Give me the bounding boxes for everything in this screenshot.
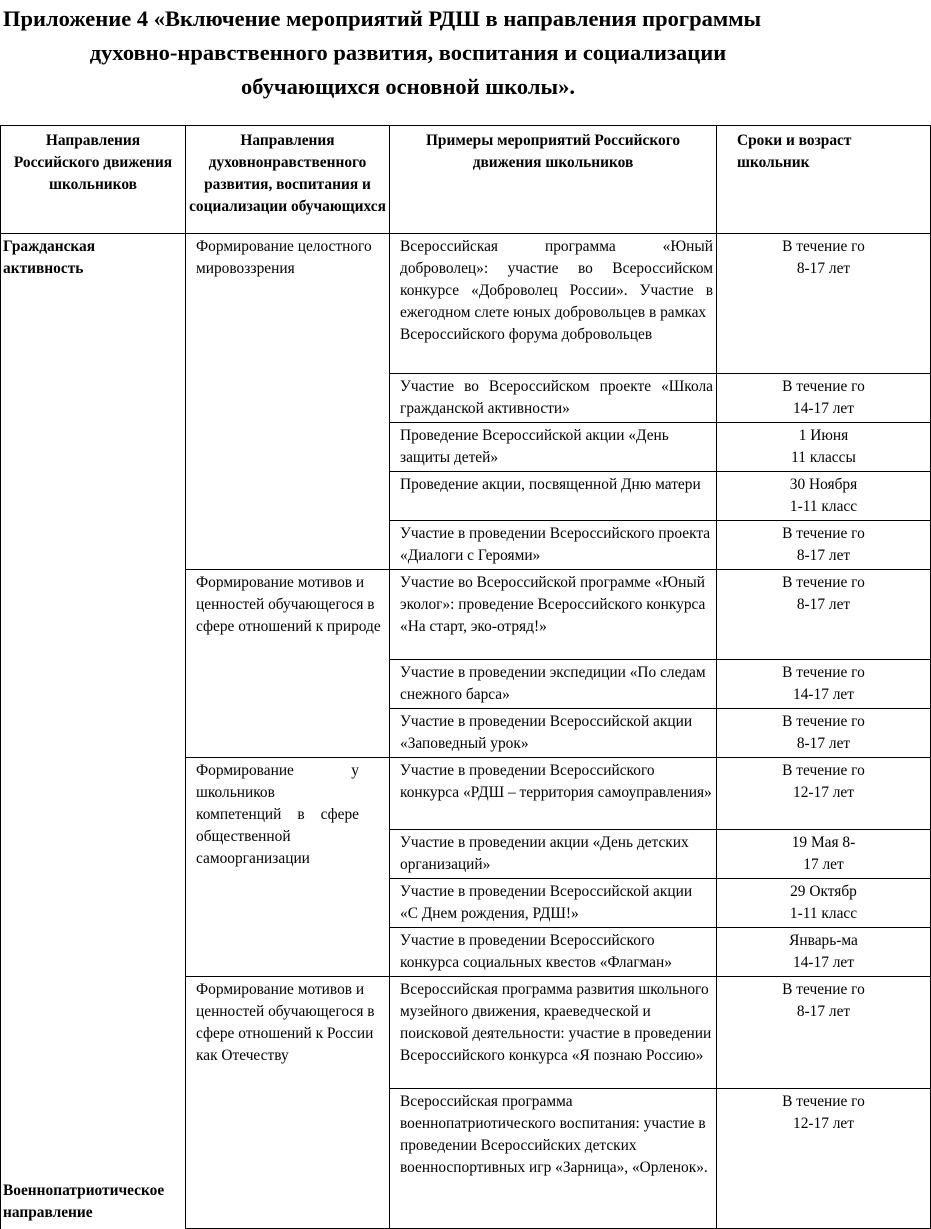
title-line-2: духовно-нравственного развития, воспитания и социализации bbox=[89, 40, 727, 65]
event-cell: Всероссийская программа военнопатриотического воспитания: участие в проведении Всероссийских детских военноспортивных игр «Зарница», «Орленок». bbox=[390, 1089, 717, 1229]
event-cell: Участие в проведении экспедиции «По следам снежного барса» bbox=[390, 660, 717, 709]
header-rdsh-directions: Направления Российского движения школьников bbox=[1, 126, 186, 234]
event-cell: Участие в проведении Всероссийского конкурса социальных квестов «Флагман» bbox=[390, 928, 717, 977]
event-cell: Всероссийская программа развития школьного музейного движения, краеведческой и поисковой деятельности: участие в проведении Всероссийского конкурса «Я познаю Россию» bbox=[390, 977, 717, 1089]
timing-cell: В течение го 8-17 лет bbox=[717, 709, 931, 758]
timing-cell: В течение го 8-17 лет bbox=[717, 521, 931, 570]
timing-cell: В течение го 8-17 лет bbox=[717, 570, 931, 660]
table-header-row bbox=[1, 126, 931, 234]
direction-civic-activity: Гражданская активность bbox=[3, 238, 96, 277]
timing-cell: Январь-ма 14-17 лет bbox=[717, 928, 931, 977]
event-cell: Участие во Всероссийском проекте «Школа гражданской активности» bbox=[390, 374, 717, 423]
table-row bbox=[1, 234, 931, 374]
title-line-3: обучающихся основной школы». bbox=[241, 74, 575, 99]
development-direction-worldview: Формирование целостного мировоззрения bbox=[186, 234, 390, 570]
timing-cell: В течение го 8-17 лет bbox=[717, 234, 931, 374]
activities-table bbox=[0, 125, 931, 1229]
development-direction-self-organization: Формирование у школьников компетенций в сфере общественной самоорганизации bbox=[186, 758, 390, 977]
development-direction-nature: Формирование мотивов и ценностей обучающегося в сфере отношений к природе bbox=[186, 570, 390, 758]
event-cell: Участие в проведении акции «День детских организаций» bbox=[390, 830, 717, 879]
document-title bbox=[0, 2, 816, 104]
event-cell: Всероссийская программа «Юный доброволец»: участие во Всероссийском конкурсе «Доброволец России». Участие в ежегодном слете юных добровольцев в рамках Всероссийского форума добровольцев bbox=[390, 234, 717, 374]
event-cell: Участие в проведении Всероссийской акции «Заповедный урок» bbox=[390, 709, 717, 758]
title-line-1: Приложение 4 «Включение мероприятий РДШ в направления программы bbox=[3, 6, 762, 31]
timing-cell: 19 Мая 8- 17 лет bbox=[717, 830, 931, 879]
development-direction-fatherland: Формирование мотивов и ценностей обучающегося в сфере отношений к России как Отечеству bbox=[186, 977, 390, 1229]
timing-cell: 29 Октябр 1-11 класс bbox=[717, 879, 931, 928]
event-cell: Участие в проведении Всероссийской акции «С Днем рождения, РДШ!» bbox=[390, 879, 717, 928]
event-cell: Проведение Всероссийской акции «День защиты детей» bbox=[390, 423, 717, 472]
timing-cell: 1 Июня 11 классы bbox=[717, 423, 931, 472]
header-event-examples: Примеры мероприятий Российского движения школьников bbox=[390, 126, 717, 234]
timing-cell: В течение го 12-17 лет bbox=[717, 1089, 931, 1229]
direction-military-patriotic: Военнопатриотическое направление bbox=[3, 1182, 165, 1221]
timing-cell: В течение го 14-17 лет bbox=[717, 374, 931, 423]
event-cell: Участие во Всероссийской программе «Юный эколог»: проведение Всероссийского конкурса «На старт, эко-отряд!» bbox=[390, 570, 717, 660]
event-cell: Участие в проведении Всероссийского проекта «Диалоги с Героями» bbox=[390, 521, 717, 570]
event-cell: Участие в проведении Всероссийского конкурса «РДШ – территория самоуправления» bbox=[390, 758, 717, 830]
timing-cell: В течение го 12-17 лет bbox=[717, 758, 931, 830]
header-timing-age: Сроки и возраст школьник bbox=[717, 126, 931, 234]
header-development-directions: Направления духовнонравственного развития, воспитания и социализации обучающихся bbox=[186, 126, 390, 234]
timing-cell: 30 Ноября 1-11 класс bbox=[717, 472, 931, 521]
event-cell: Проведение акции, посвященной Дню матери bbox=[390, 472, 717, 521]
timing-cell: В течение го 14-17 лет bbox=[717, 660, 931, 709]
timing-cell: В течение го 8-17 лет bbox=[717, 977, 931, 1089]
rdsh-direction-cell bbox=[1, 234, 186, 1229]
